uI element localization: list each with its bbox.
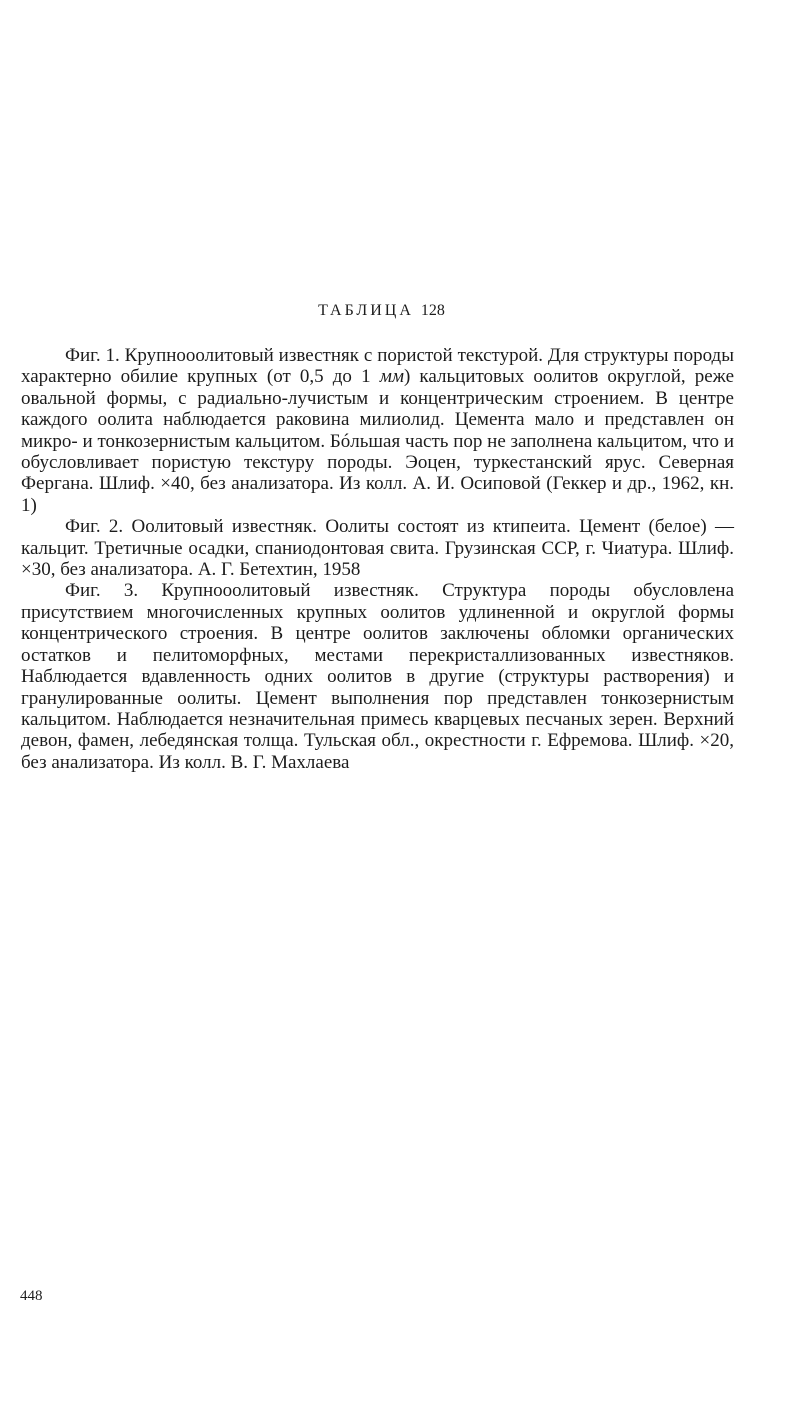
figure-1-caption	[21, 345, 734, 516]
figure-1-text-end: ) кальцитовых оолитов округлой, реже овальной формы, с радиально-лучистым и концентрическим строением. В центре каждого оолита наблюдается раковина милиолид. Цемента мало и представлен он микро- и тонкозернистым кальцитом. Бóльшая часть пор не заполнена кальцитом, что и обусловливает пористую текстуру породы. Эоцен, туркестанский ярус. Северная Фергана. Шлиф. ×40, без анализатора. Из колл. А. И. Осиповой (Геккер и др., 1962, кн. 1)	[21, 366, 734, 516]
figure-1-unit: мм	[379, 366, 404, 388]
table-title	[0, 302, 763, 320]
table-title-label: ТАБЛИЦА	[318, 302, 414, 319]
table-number: 128	[420, 302, 445, 319]
figure-1-text-start: Фиг. 1. Крупнооолитовый известняк с пористой текстурой. Для структуры породы характерно обилие крупных (от 0,5 до 1	[21, 345, 734, 388]
figure-captions	[21, 345, 734, 773]
page-number: 448	[20, 1288, 43, 1304]
figure-3-caption: Фиг. 3. Крупнооолитовый известняк. Структура породы обусловлена присутствием многочисленных крупных оолитов удлиненной и округлой формы концентрического строения. В центре оолитов заключены обломки органических остатков и пелитоморфных, местами перекристаллизованных известняков. Наблюдается вдавленность одних оолитов в другие (структуры растворения) и гранулированные оолиты. Цемент выполнения пор представлен тонкозернистым кальцитом. Наблюдается незначительная примесь кварцевых песчаных зерен. Верхний девон, фамен, лебедянская толща. Тульская обл., окрестности г. Ефремова. Шлиф. ×20, без анализатора. Из колл. В. Г. Махлаева	[21, 580, 734, 773]
figure-2-caption: Фиг. 2. Оолитовый известняк. Оолиты состоят из ктипеита. Цемент (белое) — кальцит. Третичные осадки, спаниодонтовая свита. Грузинская ССР, г. Чиатура. Шлиф. ×30, без анализатора. А. Г. Бетехтин, 1958	[21, 516, 734, 581]
